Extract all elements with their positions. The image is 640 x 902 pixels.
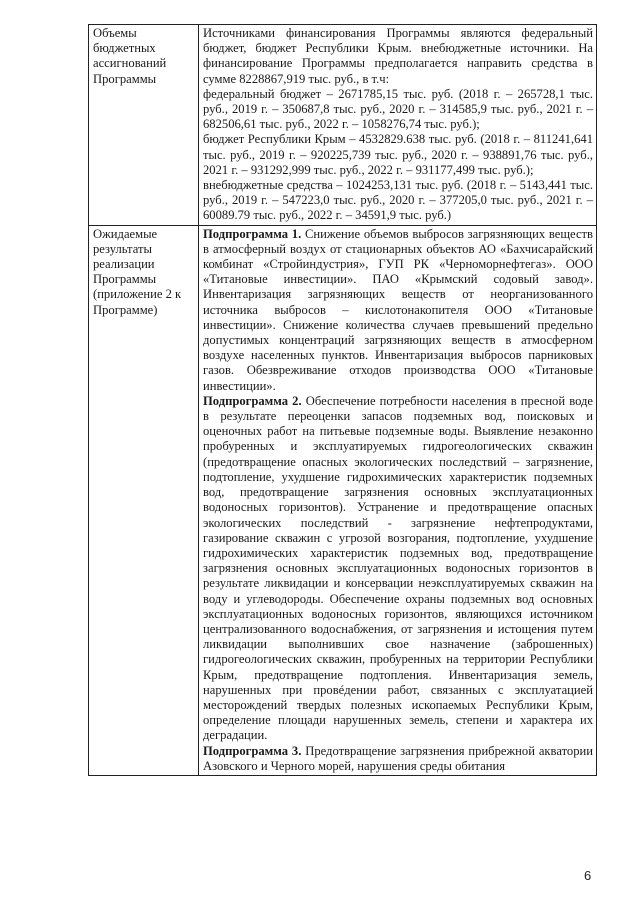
results-content-cell	[199, 225, 597, 775]
table-row-results	[89, 225, 597, 775]
subprogram-3-title: Подпрограмма 3.	[203, 743, 302, 758]
budget-intro-paragraph: Источниками финансирования Программы являются федеральный бюджет, бюджет Республики Крым. внебюджетные источники. На финансирование Программы предполагается направить средства в сумме 8228867,919 тыс. руб., в т.ч:	[203, 26, 593, 86]
table-row-budget	[89, 25, 597, 226]
subprogram-1-title: Подпрограмма 1.	[203, 226, 302, 241]
budget-content-cell	[199, 25, 597, 226]
subprogram-3-text: Предотвращение загрязнения прибрежной акватории Азовского и Черного морей, нарушения среды обитания	[203, 743, 593, 773]
extrabudget-paragraph: внебюджетные средства – 1024253,131 тыс. руб. (2018 г. – 5143,441 тыс. руб., 2019 г. – 547223,0 тыс. руб., 2020 г. – 377205,0 тыс. руб., 2021 г. – 60089.79 тыс. руб., 2022 г. – 34591,9 тыс. руб.)	[203, 178, 593, 223]
budget-label: Объемы бюджетных ассигнований Программы	[93, 26, 167, 86]
passport-table	[88, 24, 597, 776]
subprogram-1-text: Снижение объемов выбросов загрязняющих веществ в атмосферный воздух от стационарных объектов АО «Бахчисарайский комбинат «Стройиндустрия», ГУП РК «Черноморнефтегаз». ООО «Титановые инвестиции». ПАО «Крымский содовый завод». Инвентаризация загрязняющих веществ от неорганизованного источника выбросов – кислотонакопителя ООО «Титановые инвестиции». Снижение количества случаев превышений предельно допустимых концентраций загрязняющих веществ в атмосферном воздухе населенных пунктов. Инвентаризация выбросов парниковых газов. Обезвреживание отходов производства ООО «Титановые инвестиции».	[203, 226, 593, 393]
results-label-cell	[89, 225, 199, 775]
subprogram-2-text: Обеспечение потребности населения в пресной воде в результате переоценки запасов подземных вод, поисковых и оценочных работ на питьевые подземные воды. Выявление незаконно пробуренных и эксплуатируемых гидрогеологических скважин (предотвращение опасных экологических последствий – загрязнение, подтопление, ухудшение гидрохимических характеристик подземных вод, предотвращение загрязнения основных эксплуатационных водоносных горизонтов). Устранение и предотвращение опасных экологических последствий - загрязнение нефтепродуктами, газирование скважин с угрозой возгорания, подтопление, ухудшение гидрохимических характеристик подземных вод, предотвращение загрязнения основных эксплуатационных водоносных горизонтов в результате ликвидации и консервации неэксплуатируемых скважин на воду и углеводороды. Обеспечение охраны подземных вод основных эксплуатационных водоносных горизонтов, являющихся источником централизованного водоснабжения, от загрязнения и истощения путем ликвидации выполнивших свое назначение (заброшенных) гидрогеологических скважин, пробуренных на территории Республики Крым, предотвращение подтопления. Инвентаризация земель, нарушенных при провéдении работ, связанных с эксплуатацией месторождений твердых полезных ископаемых Республики Крым, определение площади нарушенных земель, степени и характера их деградации.	[203, 393, 594, 743]
crimea-budget-paragraph: бюджет Республики Крым – 4532829.638 тыс. руб. (2018 г. – 811241,641 тыс. руб., 2019 г. – 920225,739 тыс. руб., 2020 г. – 938891,76 тыс. руб., 2021 г. – 931292,999 тыс. руб., 2022 г. – 931177,499 тыс. руб.);	[203, 132, 593, 177]
federal-budget-paragraph: федеральный бюджет – 2671785,15 тыс. руб. (2018 г. – 265728,1 тыс. руб., 2019 г. – 350687,8 тыс. руб., 2020 г. – 314585,9 тыс. руб., 2021 г. – 682506,61 тыс. руб., 2022 г. – 1058276,74 тыс. руб.);	[203, 86, 593, 132]
results-label: Ожидаемые результаты реализации Программы (приложение 2 к Программе)	[93, 226, 182, 317]
budget-label-cell	[89, 25, 199, 226]
subprogram-1-paragraph	[203, 227, 593, 394]
subprogram-2-paragraph	[203, 394, 593, 744]
subprogram-3-paragraph	[203, 744, 593, 774]
subprogram-2-title: Подпрограмма 2.	[203, 393, 302, 408]
page-number: 6	[584, 868, 592, 883]
